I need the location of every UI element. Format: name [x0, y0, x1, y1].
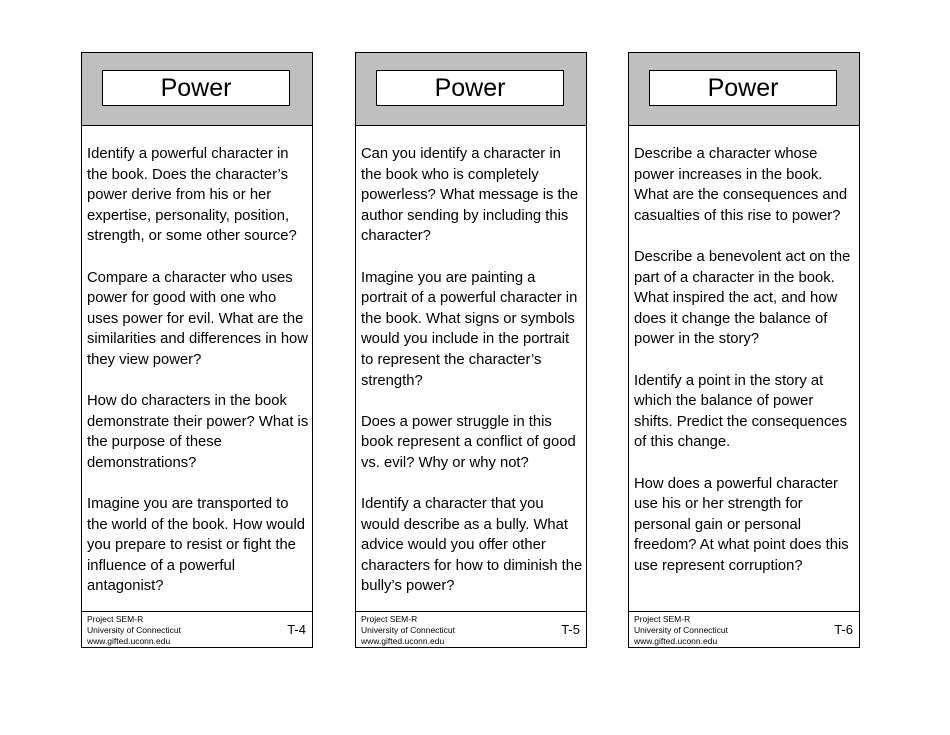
- card-code: T-5: [561, 622, 580, 637]
- prompt-text: How do characters in the book demonstrate their power? What is the purpose of these demonstrations?: [87, 393, 309, 471]
- card-code: T-4: [287, 622, 306, 637]
- card-footer: [629, 611, 859, 647]
- bookmark-card-t6: [628, 52, 860, 648]
- card-body: [634, 144, 856, 597]
- card-footer: [82, 611, 312, 647]
- card-body: [361, 144, 583, 618]
- footer-website: www.gifted.uconn.edu: [634, 636, 718, 646]
- footer-credits: [361, 614, 455, 647]
- footer-university: University of Connecticut: [87, 625, 182, 635]
- card-header: [629, 53, 859, 126]
- prompt-text: Identify a character that you would describe as a bully. What advice would you offer other characters for how to diminish the bully’s power?: [361, 496, 583, 595]
- card-title: Power: [376, 70, 564, 106]
- card-title: Power: [102, 70, 290, 106]
- prompt-text: Describe a character whose power increases in the book. What are the consequences and casualties of this rise to power?: [634, 146, 848, 224]
- prompt-text: Imagine you are painting a portrait of a powerful character in the book. What signs or symbols would you include in the portrait to represent the character’s strength?: [361, 269, 578, 389]
- bookmark-card-t4: [81, 52, 313, 648]
- prompt-text: How does a powerful character use his or her strength for personal gain or personal freedom? At what point does this use represent corruption?: [634, 475, 849, 574]
- card-header: [356, 53, 586, 126]
- footer-credits: [634, 614, 728, 647]
- bookmark-card-t5: [355, 52, 587, 648]
- card-code: T-6: [834, 622, 853, 637]
- footer-university: University of Connecticut: [361, 625, 456, 635]
- card-footer: [356, 611, 586, 647]
- footer-website: www.gifted.uconn.edu: [361, 636, 445, 646]
- footer-project: Project SEM-R: [634, 614, 691, 624]
- footer-project: Project SEM-R: [87, 614, 144, 624]
- footer-website: www.gifted.uconn.edu: [87, 636, 171, 646]
- card-body: [87, 144, 309, 618]
- footer-project: Project SEM-R: [361, 614, 418, 624]
- prompt-text: Identify a powerful character in the book. Does the character’s power derive from his or her expertise, personality, position, strength, or some other source?: [87, 146, 297, 245]
- footer-university: University of Connecticut: [634, 625, 729, 635]
- card-title: Power: [649, 70, 837, 106]
- prompt-text: Can you identify a character in the book who is completely powerless? What message is the author sending by including this character?: [361, 146, 579, 245]
- prompt-text: Does a power struggle in this book represent a conflict of good vs. evil? Why or why not?: [361, 413, 576, 471]
- prompt-text: Identify a point in the story at which the balance of power shifts. Predict the consequences of this change.: [634, 372, 848, 451]
- prompt-text: Compare a character who uses power for good with one who uses power for evil. What are the similarities and differences in how they view power?: [87, 269, 308, 368]
- footer-credits: [87, 614, 181, 647]
- prompt-text: Describe a benevolent act on the part of a character in the book. What inspired the act, and how does it change the balance of power in the story?: [634, 248, 851, 348]
- card-header: [82, 53, 312, 126]
- prompt-text: Imagine you are transported to the world of the book. How would you prepare to resist or fight the influence of a powerful antagonist?: [87, 496, 305, 595]
